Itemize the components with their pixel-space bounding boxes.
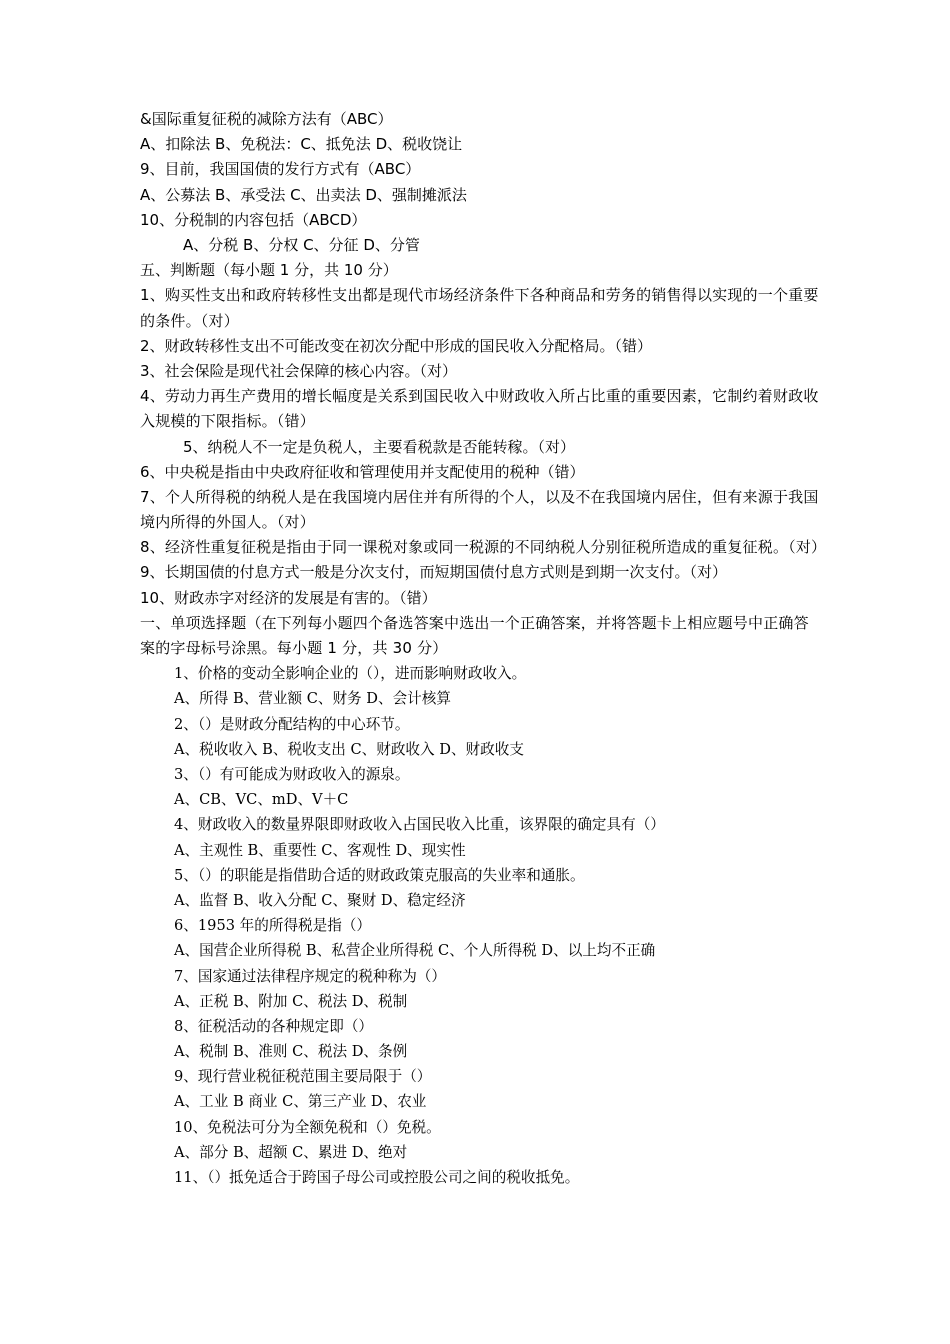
text-line: 1、价格的变动全影响企业的（），进而影响财政收入。 [174, 665, 527, 683]
text-line: 五、判断题（每小题 1 分，共 10 分） [140, 261, 398, 280]
text-line: 7、国家通过法律程序规定的税种称为（） [174, 967, 446, 985]
text-line: 9、长期国债的付息方式一般是分次支付，而短期国债付息方式则是到期一次支付。（对） [140, 563, 728, 582]
text-line: A、扣除法 B、免税法：C、抵免法 D、税收饶让 [140, 135, 463, 154]
text-line: 一、单项选择题（在下列每小题四个备选答案中选出一个正确答案，并将答题卡上相应题号中正确答案的字母标号涂黑。每小题 1 分，共 30 分） [140, 613, 809, 658]
text-line: A、工业 B 商业 C、第三产业 D、农业 [174, 1093, 427, 1111]
text-line: A、CB、VC、mD、V＋C [174, 791, 349, 809]
text-line: A、分税 B、分权 C、分征 D、分管 [183, 235, 420, 254]
text-line: 9、现行营业税征税范围主要局限于（） [174, 1068, 432, 1086]
text-line: 10、财政赤字对经济的发展是有害的。（错） [140, 588, 437, 607]
text-line: 5、（）的职能是指借助合适的财政政策克服高的失业率和通胀。 [174, 866, 585, 884]
text-line: 8、经济性重复征税是指由于同一课税对象或同一税源的不同纳税人分别征税所造成的重复征税。（对） [140, 538, 827, 557]
text-line: 10、免税法可分为全额免税和（）免税。 [174, 1118, 441, 1136]
text-line: 3、社会保险是现代社会保障的核心内容。（对） [140, 361, 458, 380]
text-line: A、监督 B、收入分配 C、聚财 D、稳定经济 [174, 891, 466, 909]
text-line: 3、（）有可能成为财政收入的源泉。 [174, 766, 410, 784]
text-line: A、部分 B、超额 C、累进 D、绝对 [174, 1143, 408, 1161]
text-line: 9、目前，我国国债的发行方式有（ABC） [140, 160, 421, 179]
text-line: 11、（）抵免适合于跨国子母公司或控股公司之间的税收抵免。 [174, 1169, 580, 1187]
text-line: 10、分税制的内容包括（ABCD） [140, 210, 367, 229]
text-line: &国际重复征税的减除方法有（ABC） [140, 110, 393, 128]
text-line: A、所得 B、营业额 C、财务 D、会计核算 [174, 690, 451, 708]
text-line: 4、劳动力再生产费用的增长幅度是关系到国民收入中财政收入所占比重的重要因素，它制约着财政收入规模的下限指标。（错） [140, 387, 819, 431]
text-line: 4、财政收入的数量界限即财政收入占国民收入比重，该界限的确定具有（） [174, 816, 665, 834]
text-line: A、公募法 B、承受法 C、出卖法 D、强制摊派法 [140, 185, 467, 204]
text-line: 2、财政转移性支出不可能改变在初次分配中形成的国民收入分配格局。（错） [140, 336, 653, 355]
text-line: A、税制 B、准则 C、税法 D、条例 [174, 1043, 408, 1061]
text-line: A、正税 B、附加 C、税法 D、税制 [174, 992, 408, 1010]
text-line: 2、（）是财政分配结构的中心环节。 [174, 715, 410, 733]
text-line: A、税收收入 B、税收支出 C、财政收入 D、财政收支 [174, 740, 524, 758]
text-line: 8、征税活动的各种规定即（） [174, 1017, 374, 1035]
text-line: 7、个人所得税的纳税人是在我国境内居住并有所得的个人，以及不在我国境内居住，但有来源于我国境内所得的外国人。（对） [140, 487, 819, 532]
text-line: 6、中央税是指由中央政府征收和管理使用并支配使用的税种（错） [140, 462, 585, 481]
text-line: 5、纳税人不一定是负税人，主要看税款是否能转稼。（对） [183, 437, 576, 456]
text-line: A、国营企业所得税 B、私营企业所得税 C、个人所得税 D、以上均不正确 [174, 942, 656, 960]
text-line: A、主观性 B、重要性 C、客观性 D、现实性 [174, 841, 466, 859]
text-line: 1、购买性支出和政府转移性支出都是现代市场经济条件下各种商品和劳务的销售得以实现的一个重要的条件。（对） [140, 286, 819, 330]
text-line: 6、1953 年的所得税是指（） [174, 917, 372, 935]
document-body [140, 107, 827, 1190]
